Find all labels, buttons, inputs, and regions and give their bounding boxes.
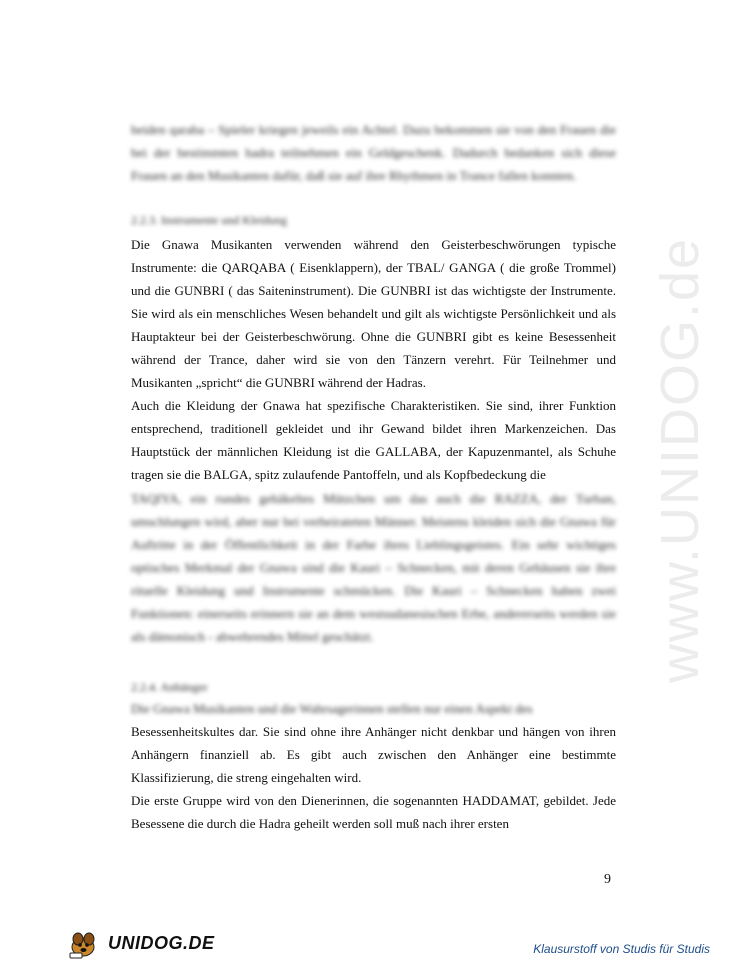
blurred-paragraph-top [131, 118, 616, 187]
paragraph-kleidung: Auch die Kleidung der Gnawa hat spezifische Charakteristiken. Sie sind, ihrer Funktion entsprechend, traditionell gekleidet und ihr Gewand bildet ihren Markenzeichen. Das Hauptstück der männlichen Kleidung ist die GALLABA, der Kapuzenmantel, als Schuhe tragen sie die BALGA, spitz zulaufende Pantoffeln, und als Kopfbedeckung die [131, 398, 616, 482]
blurred-text: TAQIYA, ein rundes gehäkeltes Mützchen um das auch die RAZZA, der Turban, umschlungen wird, aber nur bei verheirateten Männer. Meistens kleiden sich die Gnawa für Auftritte in der Öffentlichkeit in der Farbe ihres Lieblingsgeistes. Ein sehr wichtiges optisches Merkmal der Gnawa sind die Kauri – Schnecken, mit deren Gehäusen sie ihre rituelle Kleidung und Instrumente schmücken. Die Kauri – Schnecken haben zwei Funktionen: einerseits erinnern sie an dem westsudanesischen Erbe, andererseits werden sie als dämonisch - abwehrendes Mittel geschätzt. [131, 491, 616, 644]
section-body-instrumente [131, 233, 616, 486]
logo-text: UNIDOG.DE [108, 932, 215, 953]
paragraph-instrumente: Die Gnawa Musikanten verwenden während den Geisterbeschwörungen typische Instrumente: die QARQABA ( Eisenklappern), der TBAL/ GANGA ( die große Trommel) und die GUNBRI ( das Saiteninstrument). Die GUNBRI ist das wichtigste der Instrumente. Sie wird als ein menschliches Wesen behandelt und gilt als wichtigste Persönlichkeit und als Hauptakteur bei der Geisterbeschwörung. Ohne die GUNBRI gibt es keine Besessenheit während der Trance, daher wird sie von den Tänzern verehrt. Für Teilnehmer und Musikanten „spricht“ die GUNBRI während der Hadras. [131, 237, 616, 390]
footer-slogan: Klausurstoff von Studis für Studis [533, 942, 710, 956]
paragraph-haddamat: Die erste Gruppe wird von den Dienerinnen, die sogenannten HADDAMAT, gebildet. Jede Besessene die durch die Hadra geheilt werden soll muß nach ihrer ersten [131, 793, 616, 831]
blurred-text: beiden qaraba – Spieler kriegen jeweils ein Achtel. Dazu bekommen sie von den Frauen die bei der bestimmten hadra teilnehmen ein Geldgeschenk. Dadurch bedanken sich diese Frauen an den Musikanten dafür, daß sie auf ihre Rhythmen in Trance fallen konnten. [131, 122, 616, 183]
footer-logo[interactable] [66, 925, 215, 961]
blurred-line: Die Gnawa Musikanten und die Wahrsagerinnen stellen nur einen Aspekt des [131, 701, 533, 716]
paragraph-anhaenger: Besessenheitskultes dar. Sie sind ohne ihre Anhänger nicht denkbar und hängen von ihren Anhängern finanziell ab. Es gibt auch zwischen den Anhänger eine bestimmte Klassifizierung, die streng eingehalten wird. [131, 724, 616, 785]
blurred-paragraph-kleidung [131, 487, 616, 648]
page-number: 9 [604, 872, 611, 887]
section-heading-anhaenger: 2.2.4. Anhänger [131, 680, 208, 694]
dog-mascot-icon [66, 926, 100, 960]
section-heading-instrumente: 2.2.3. Instrumente und Kleidung [131, 213, 287, 227]
section-body-anhaenger [131, 697, 616, 835]
watermark [640, 236, 720, 684]
watermark-text: www.UNIDOG.de [650, 236, 710, 684]
